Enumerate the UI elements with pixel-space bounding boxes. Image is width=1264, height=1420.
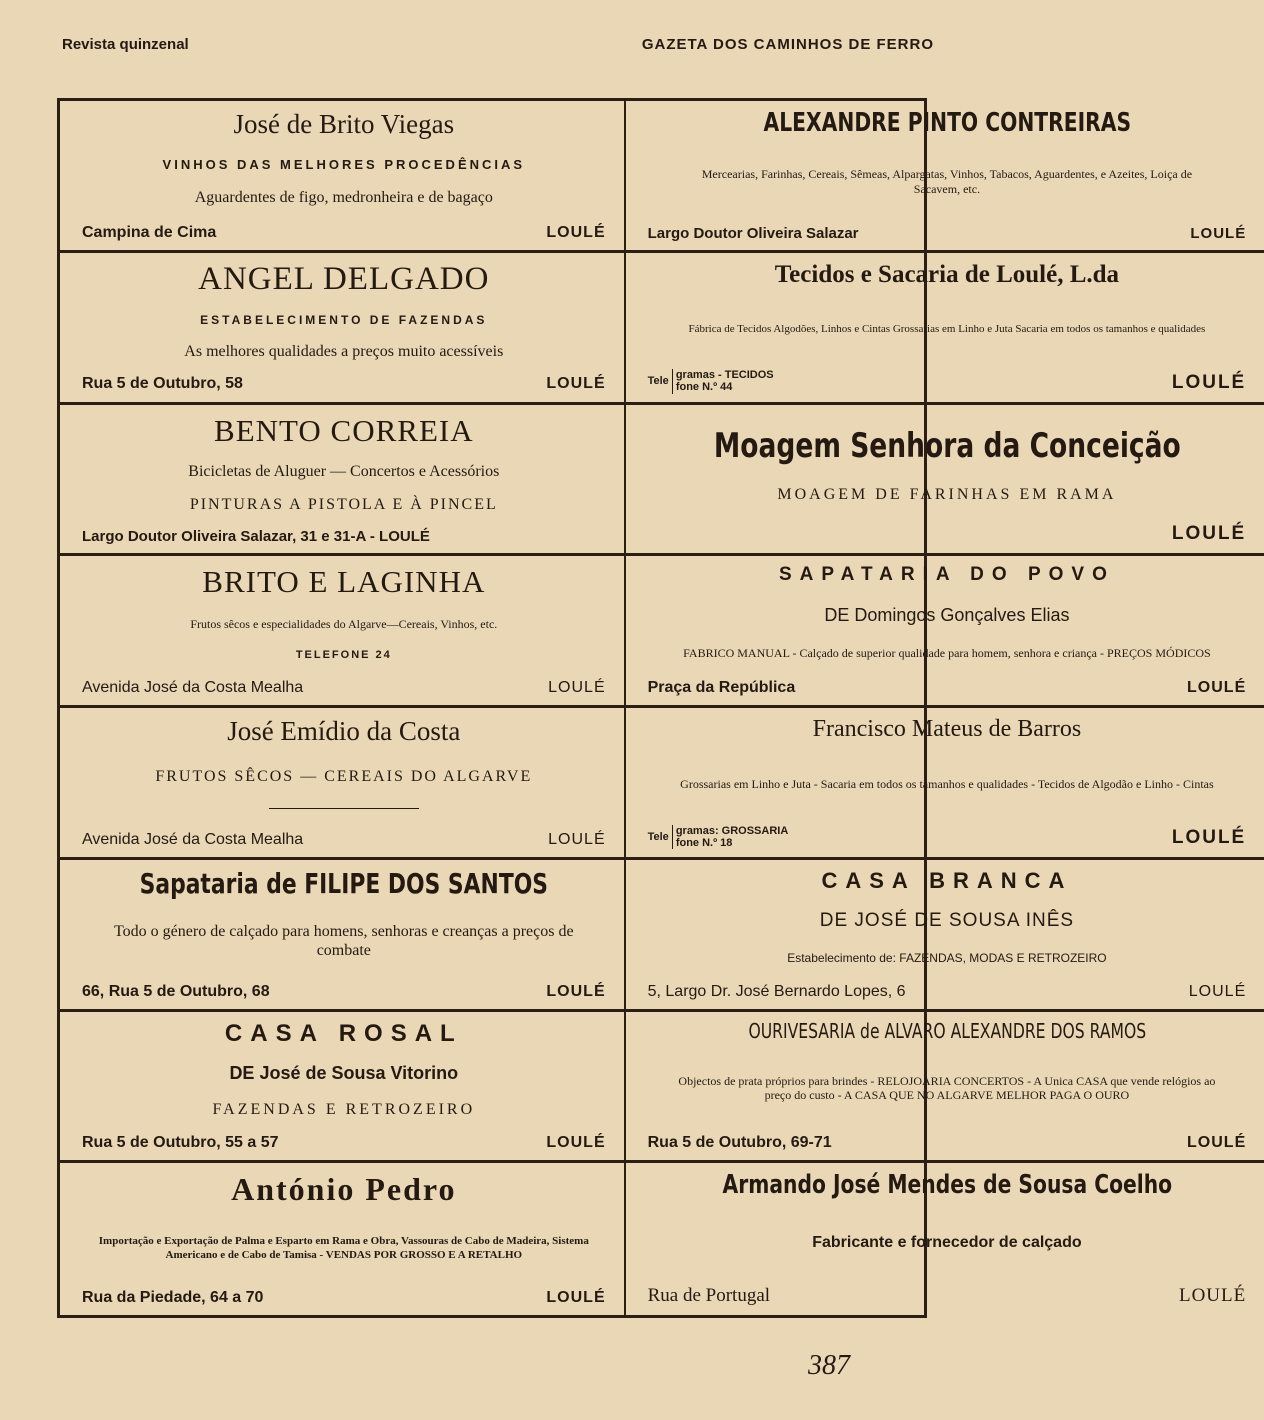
tele-label: Tele [647, 830, 669, 843]
ad-title: BENTO CORREIA [214, 412, 474, 448]
ad-place: LOULÉ [548, 830, 606, 848]
ad-place: LOULÉ [1187, 678, 1247, 696]
ad-title: ALEXANDRE PINTO CONTREIRAS [763, 108, 1131, 138]
ad-casa-rosal [60, 1012, 626, 1164]
ad-line: Importação e Exportação de Palma e Esparto em Rama e Obra, Vassouras de Cabo de Madeira, Sistema Americano e de Cabo de Tamisa - VENDAS POR GROSSO E A RETALHO [98, 1235, 589, 1261]
ad-sapataria-filipe-dos-santos [60, 860, 626, 1012]
ad-sapataria-do-povo [626, 556, 1264, 708]
ad-line: Aguardentes de figo, medronheira e de bagaço [194, 189, 493, 207]
ad-address: Largo Doutor Oliveira Salazar [647, 224, 859, 242]
ad-line: Fabricante e fornecedor de calçado [812, 1234, 1082, 1252]
ad-address: 66, Rua 5 de Outubro, 68 [82, 982, 270, 1000]
ad-francisco-mateus-de-barros [626, 708, 1264, 860]
ad-line: Objectos de prata próprios para brindes - RELOJOARIA CONCERTOS - A Unica CASA que vende relógios ao preço do custo - A CASA QUE NO ALGARVE MELHOR PAGA O OURO [678, 1073, 1216, 1103]
ad-place: LOULÉ [1171, 371, 1247, 393]
ad-line: DE JOSÉ DE SOUSA INÊS [819, 910, 1075, 932]
ad-line: Frutos sêcos e especialidades do Algarve—Cereais, Vinhos, etc. [190, 617, 498, 632]
ad-address: Avenida José da Costa Mealha [82, 830, 304, 848]
ad-title: Tecidos e Sacaria de Loulé, L.da [774, 260, 1120, 288]
ad-place: LOULÉ [1171, 523, 1247, 545]
ad-line: DE José de Sousa Vitorino [229, 1062, 459, 1083]
publication-title: GAZETA DOS CAMINHOS DE FERRO [641, 36, 934, 53]
ad-place: LOULÉ [1187, 1134, 1247, 1152]
page-number: 387 [808, 1350, 850, 1381]
ad-moagem-senhora-da-conceicao [626, 405, 1264, 557]
tele-line: fone N.º 44 [675, 381, 733, 394]
ad-antonio-pedro [60, 1163, 626, 1315]
ad-line: FAZENDAS E RETROZEIRO [212, 1100, 476, 1118]
advertisement-grid [57, 98, 1247, 1318]
ad-title: José Emídio da Costa [227, 716, 461, 746]
ad-line: As melhores qualidades a preços muito acessíveis [184, 342, 504, 360]
ad-line: Mercearias, Farinhas, Cereais, Sêmeas, Alpargatas, Vinhos, Tabacos, Aguardentes, e Azeites, Loiça de Sacavem, etc. [701, 167, 1193, 196]
ad-title: SAPATARIA DO POVO [778, 564, 1115, 586]
publication-frequency: Revista quinzenal [62, 36, 189, 53]
ad-tecidos-e-sacaria [626, 253, 1264, 405]
ad-title: CASA BRANCA [821, 867, 1073, 893]
ad-line: Fábrica de Tecidos Algodões, Linhos e Cintas Grossarias em Linho e Juta Sacaria em todos os tamanhos e qualidades [688, 322, 1206, 335]
ad-address: Rua da Piedade, 64 a 70 [82, 1288, 264, 1306]
ad-ourivesaria-alvaro-alexandre-dos-ramos [626, 1012, 1264, 1164]
ad-line: FABRICO MANUAL - Calçado de superior qualidade para homem, senhora e criança - PREÇOS MÓDICOS [683, 645, 1211, 660]
ad-title: OURIVESARIA de ALVARO ALEXANDRE DOS RAMOS [748, 1018, 1146, 1043]
ad-line: VINHOS DAS MELHORES PROCEDÊNCIAS [162, 156, 526, 172]
ad-line: Estabelecimento de: FAZENDAS, MODAS E RETROZEIRO [787, 950, 1107, 965]
ad-place: LOULÉ [546, 1288, 606, 1306]
ad-title: BRITO E LAGINHA [202, 564, 486, 600]
ad-line: FRUTOS SÊCOS — CEREAIS DO ALGARVE [155, 767, 533, 785]
ad-address: Rua 5 de Outubro, 58 [82, 375, 243, 393]
ad-line: TELEFONE 24 [295, 648, 392, 661]
ad-address: Avenida José da Costa Mealha [82, 678, 304, 696]
ad-casa-branca [626, 860, 1264, 1012]
ad-title: Francisco Mateus de Barros [812, 716, 1082, 742]
tele-line: gramas - TECIDOS [675, 369, 774, 382]
ad-jose-de-brito-viegas [60, 101, 626, 253]
ad-line: Bicicletas de Aluguer — Concertos e Acessórios [188, 463, 500, 481]
ad-place: LOULÉ [546, 375, 606, 393]
ad-place: LOULÉ [546, 982, 606, 1000]
ad-angel-delgado [60, 253, 626, 405]
ad-armando-jose-mendes-de-sousa-coelho [626, 1163, 1264, 1315]
ad-place: LOULÉ [548, 678, 606, 696]
ad-line: Todo o género de calçado para homens, senhoras e creanças a preços de combate [114, 923, 574, 960]
tele-line: fone N.º 18 [675, 836, 733, 849]
ad-address: Rua 5 de Outubro, 69-71 [647, 1134, 832, 1152]
ad-place: LOULÉ [546, 223, 606, 241]
ad-place: LOULÉ [1171, 826, 1247, 848]
ad-alexandre-pinto-contreiras [626, 101, 1264, 253]
ad-title: Armando José Mendes de Sousa Coelho [722, 1170, 1172, 1201]
ad-address: Largo Doutor Oliveira Salazar, 31 e 31-A - LOULÉ [82, 528, 430, 546]
ad-address: Campina de Cima [82, 223, 217, 241]
ad-line: DE Domingos Gonçalves Elias [824, 605, 1070, 626]
ad-jose-emidio-da-costa [60, 708, 626, 860]
ad-line: Grossarias em Linho e Juta - Sacaria em todos os tamanhos e qualidades - Tecidos de Algodão e Linho - Cintas [680, 776, 1214, 791]
ad-line: PINTURAS A PISTOLA E À PINCEL [189, 496, 498, 514]
ad-address: Rua 5 de Outubro, 55 a 57 [82, 1134, 279, 1152]
tele-label: Tele [647, 375, 669, 388]
ad-brito-e-laginha [60, 556, 626, 708]
ad-line: ESTABELECIMENTO DE FAZENDAS [200, 313, 488, 328]
ad-title: José de Brito Viegas [233, 109, 455, 139]
tele-line: gramas: GROSSARIA [675, 824, 789, 837]
ad-title: António Pedro [231, 1171, 457, 1208]
ad-title: Sapataria de FILIPE DOS SANTOS [139, 866, 549, 900]
ad-title: ANGEL DELGADO [198, 260, 490, 297]
ad-bento-correia [60, 405, 626, 557]
ad-address: Rua de Portugal [647, 1284, 771, 1306]
ad-line: MOAGEM DE FARINHAS EM RAMA [777, 485, 1117, 503]
ad-place: LOULÉ [1188, 982, 1247, 1000]
ad-place: LOULÉ [1178, 1284, 1247, 1306]
ad-title: CASA ROSAL [224, 1019, 463, 1047]
ad-title: Moagem Senhora da Conceição [713, 425, 1181, 466]
divider [269, 808, 419, 809]
ad-place: LOULÉ [1190, 224, 1247, 242]
ad-address: 5, Largo Dr. José Bernardo Lopes, 6 [647, 982, 906, 1000]
ad-address: Praça da República [647, 678, 796, 696]
ad-place: LOULÉ [546, 1134, 606, 1152]
